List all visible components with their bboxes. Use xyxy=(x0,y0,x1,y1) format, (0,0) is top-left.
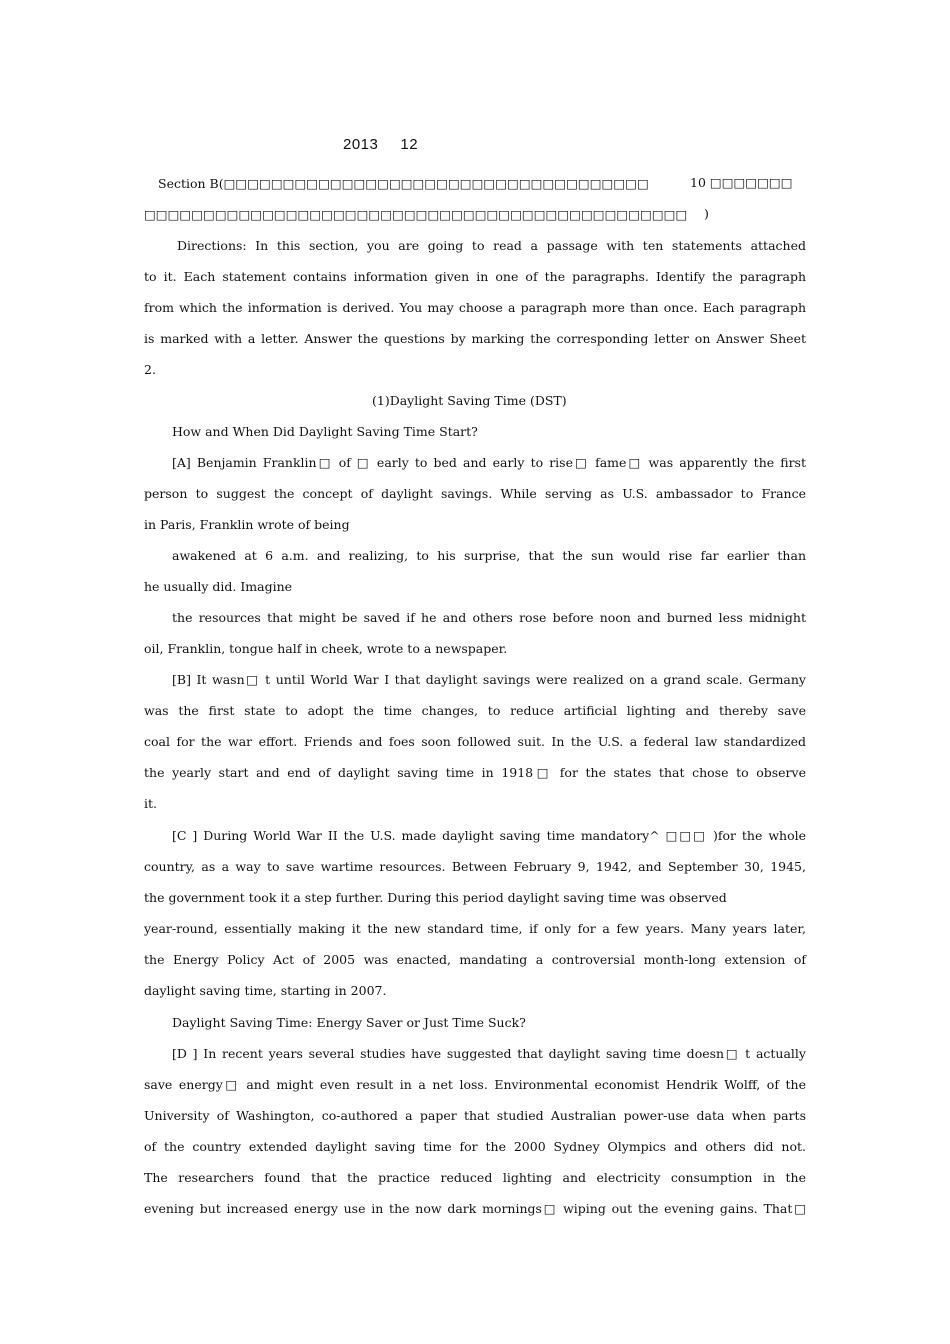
paragraph-d-line: University of Washington, co-authored a paper that studied Australian power-use data when parts xyxy=(144,1108,806,1123)
paragraph-b-line: coal for the war effort. Friends and foes soon followed suit. In the U.S. a federal law standardized xyxy=(144,734,806,749)
paragraph-c-line: the Energy Policy Act of 2005 was enacted, mandating a controversial month-long extension of xyxy=(144,952,806,967)
section-heading-line2-right: ) xyxy=(704,206,709,221)
title-month: 12 xyxy=(400,136,419,153)
directions-line: to it. Each statement contains information given in one of the paragraphs. Identify the paragraph xyxy=(144,269,806,284)
paragraph-a-line: the resources that might be saved if he and others rose before noon and burned less midnight xyxy=(172,610,806,625)
paragraph-c-line: the government took it a step further. During this period daylight saving time was observed xyxy=(144,890,727,905)
paragraph-a-line: in Paris, Franklin wrote of being xyxy=(144,517,350,532)
paragraph-a-line: person to suggest the concept of daylight savings. While serving as U.S. ambassador to France xyxy=(144,486,806,501)
paragraph-c-line: year-round, essentially making it the new standard time, if only for a few years. Many years later, xyxy=(144,921,806,936)
section-heading-line1-right: 10 □□□□□□□ xyxy=(690,175,793,190)
section-heading-line1: Section B(□□□□□□□□□□□□□□□□□□□□□□□□□□□□□□□□□□□□ xyxy=(158,176,649,191)
paragraph-b-line: [B] It wasn□ t until World War I that daylight savings were realized on a grand scale. Germany xyxy=(172,672,806,687)
document-title xyxy=(343,136,440,153)
paragraph-b-line: was the first state to adopt the time changes, to reduce artificial lighting and thereby save xyxy=(144,703,806,718)
paragraph-c-line: country, as a way to save wartime resources. Between February 9, 1942, and September 30, 1945, xyxy=(144,859,806,874)
paragraph-d-line: The researchers found that the practice reduced lighting and electricity consumption in the xyxy=(144,1170,806,1185)
directions-line: from which the information is derived. You may choose a paragraph more than once. Each paragraph xyxy=(144,300,806,315)
directions-line: 2. xyxy=(144,362,156,377)
paragraph-c-line: daylight saving time, starting in 2007. xyxy=(144,983,387,998)
title-year: 2013 xyxy=(343,136,379,153)
paragraph-c-line: [C ] During World War II the U.S. made daylight saving time mandatory^ □□□ )for the whole xyxy=(172,828,806,843)
paragraph-a-line: oil, Franklin, tongue half in cheek, wrote to a newspaper. xyxy=(144,641,508,656)
paragraph-d-line: of the country extended daylight saving time for the 2000 Sydney Olympics and others did not. xyxy=(144,1139,806,1154)
paragraph-d-line: [D ] In recent years several studies have suggested that daylight saving time doesn□ t actually xyxy=(172,1046,806,1061)
paragraph-b-line: it. xyxy=(144,796,157,811)
directions-line: Directions: In this section, you are going to read a passage with ten statements attached xyxy=(177,238,806,253)
passage-title: (1)Daylight Saving Time (DST) xyxy=(372,393,567,408)
subheading-history: How and When Did Daylight Saving Time Start? xyxy=(172,424,478,439)
section-heading-line2: □□□□□□□□□□□□□□□□□□□□□□□□□□□□□□□□□□□□□□□□□□□□□□ xyxy=(144,207,688,222)
paragraph-a-line: [A] Benjamin Franklin□ of □ early to bed and early to rise□ fame□ was apparently the first xyxy=(172,455,806,470)
subheading-energy: Daylight Saving Time: Energy Saver or Just Time Suck? xyxy=(172,1015,526,1030)
paragraph-d-line: save energy□ and might even result in a net loss. Environmental economist Hendrik Wolff, of the xyxy=(144,1077,806,1092)
paragraph-a-line: he usually did. Imagine xyxy=(144,579,293,594)
directions-line: is marked with a letter. Answer the questions by marking the corresponding letter on Answer Sheet xyxy=(144,331,806,346)
paragraph-b-line: the yearly start and end of daylight saving time in 1918□ for the states that chose to observe xyxy=(144,765,806,780)
paragraph-d-line: evening but increased energy use in the now dark mornings□ wiping out the evening gains. That□ xyxy=(144,1201,806,1216)
paragraph-a-line: awakened at 6 a.m. and realizing, to his surprise, that the sun would rise far earlier than xyxy=(172,548,806,563)
